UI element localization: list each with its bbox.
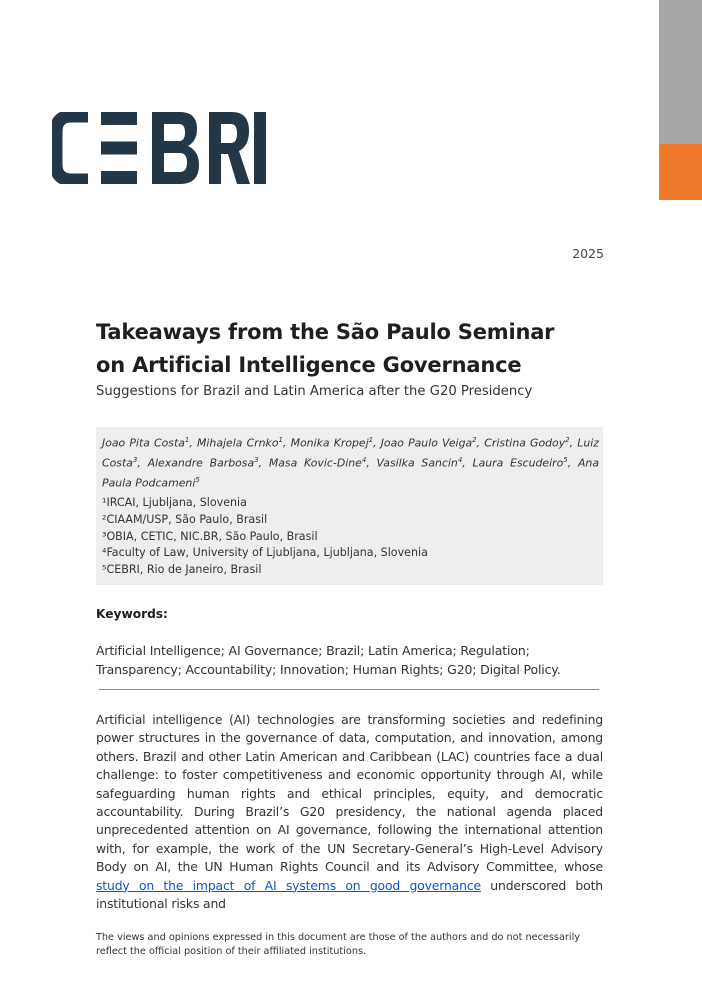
document-title bbox=[96, 316, 636, 382]
author-name: Joao Pita Costa bbox=[102, 436, 185, 450]
affiliation-item: ⁵CEBRI, Rio de Janeiro, Brasil bbox=[102, 563, 262, 577]
author-affil-ref: 2 bbox=[565, 436, 570, 444]
affiliation-list bbox=[102, 495, 599, 579]
author-affil-ref: 2 bbox=[472, 436, 477, 444]
publication-year: 2025 bbox=[572, 246, 604, 261]
cebri-logo bbox=[52, 112, 267, 184]
author-name: Laura Escudeiro bbox=[472, 456, 564, 470]
body-text-end: underscored both institutional risks and bbox=[96, 877, 603, 912]
decorative-orange-bar bbox=[659, 144, 702, 200]
document-subtitle: Suggestions for Brazil and Latin America after the G20 Presidency bbox=[96, 384, 533, 399]
author-affil-ref: 4 bbox=[457, 456, 463, 465]
disclaimer-footnote: The views and opinions expressed in this document are those of the authors and do not necessarily reflect the official position of their affiliated institutions. bbox=[96, 932, 581, 957]
study-link[interactable]: study on the impact of AI systems on good governance bbox=[96, 877, 481, 893]
author-affil-ref: 3 bbox=[254, 456, 259, 465]
author-name: Joao Paulo Veiga bbox=[380, 436, 473, 450]
author-affil-ref: 1 bbox=[368, 436, 374, 444]
section-divider bbox=[99, 689, 599, 690]
authors-box bbox=[96, 427, 603, 585]
body-text-start: Artificial intelligence (AI) technologies are transforming societies and redefining power structures in the governance of data, computation, and innovation, among others. Brazil and other Latin American and Caribbean (LAC) countries face a dual challenge: to foster competitiveness and economic opportunity through AI, while safeguarding human rights and ethical principles, equity, and democratic accountability. During Brazil’s G20 presidency, the national agenda placed unprecedented attention on AI governance, following the international attention with, for example, the work of the UN Secretary-General’s High-Level Advisory Body on AI, the UN Human Rights Council and its Advisory Committee, whose bbox=[96, 712, 603, 875]
affiliation-item: ²CIAAM/USP, São Paulo, Brasil bbox=[102, 512, 268, 526]
title-line: Takeaways from the São Paulo Seminar bbox=[96, 320, 555, 344]
author-affil-ref: 4 bbox=[361, 456, 367, 465]
author-name: Masa Kovic-Dine bbox=[268, 456, 362, 470]
affiliation-item: ³OBIA, CETIC, NIC.BR, São Paulo, Brasil bbox=[102, 529, 318, 543]
affiliation-item: ¹IRCAI, Ljubljana, Slovenia bbox=[102, 496, 247, 509]
keywords-text: Artificial Intelligence; AI Governance; Brazil; Latin America; Regulation; Transparency; Accountability; Innovation; Human Rights; G20; Digital Policy. bbox=[96, 643, 561, 677]
author-affil-ref: 5 bbox=[195, 476, 200, 485]
author-name: Mihajela Crnko bbox=[197, 436, 279, 450]
author-affil-ref: 3 bbox=[132, 456, 138, 465]
decorative-gray-bar bbox=[659, 0, 702, 144]
author-name: Monika Kropej bbox=[290, 436, 369, 450]
body-paragraph bbox=[96, 711, 603, 913]
author-name: Alexandre Barbosa bbox=[147, 456, 255, 470]
affiliation-item: ⁴Faculty of Law, University of Ljubljana, Ljubljana, Slovenia bbox=[102, 546, 428, 560]
author-name: Vasilka Sancin bbox=[376, 456, 458, 470]
author-list: Joao Pita Costa$^1$, Mihajela Crnko$^1$, Monika Kropej$^1$, Joao Paulo Veiga$^2$, Cristina Godoy$^2$, Luiz Costa$^3$, Alexandre Barbosa$^3$, Masa Kovic-Dine$^4$, Vasilka Sancin$^4$, Laura Escudeiro$^5$, Ana Paula Podcameni$^5$ bbox=[102, 436, 600, 490]
author-affil-ref: 1 bbox=[278, 436, 283, 444]
author-affil-ref: 1 bbox=[184, 436, 190, 444]
author-name: Cristina Godoy bbox=[484, 436, 566, 450]
author-affil-ref: 5 bbox=[563, 456, 568, 465]
keywords-heading: Keywords: bbox=[96, 607, 168, 621]
title-line: on Artificial Intelligence Governance bbox=[96, 353, 522, 377]
author-name: Luiz Costa bbox=[102, 436, 599, 470]
author-name: Ana Paula Podcameni bbox=[102, 456, 600, 490]
